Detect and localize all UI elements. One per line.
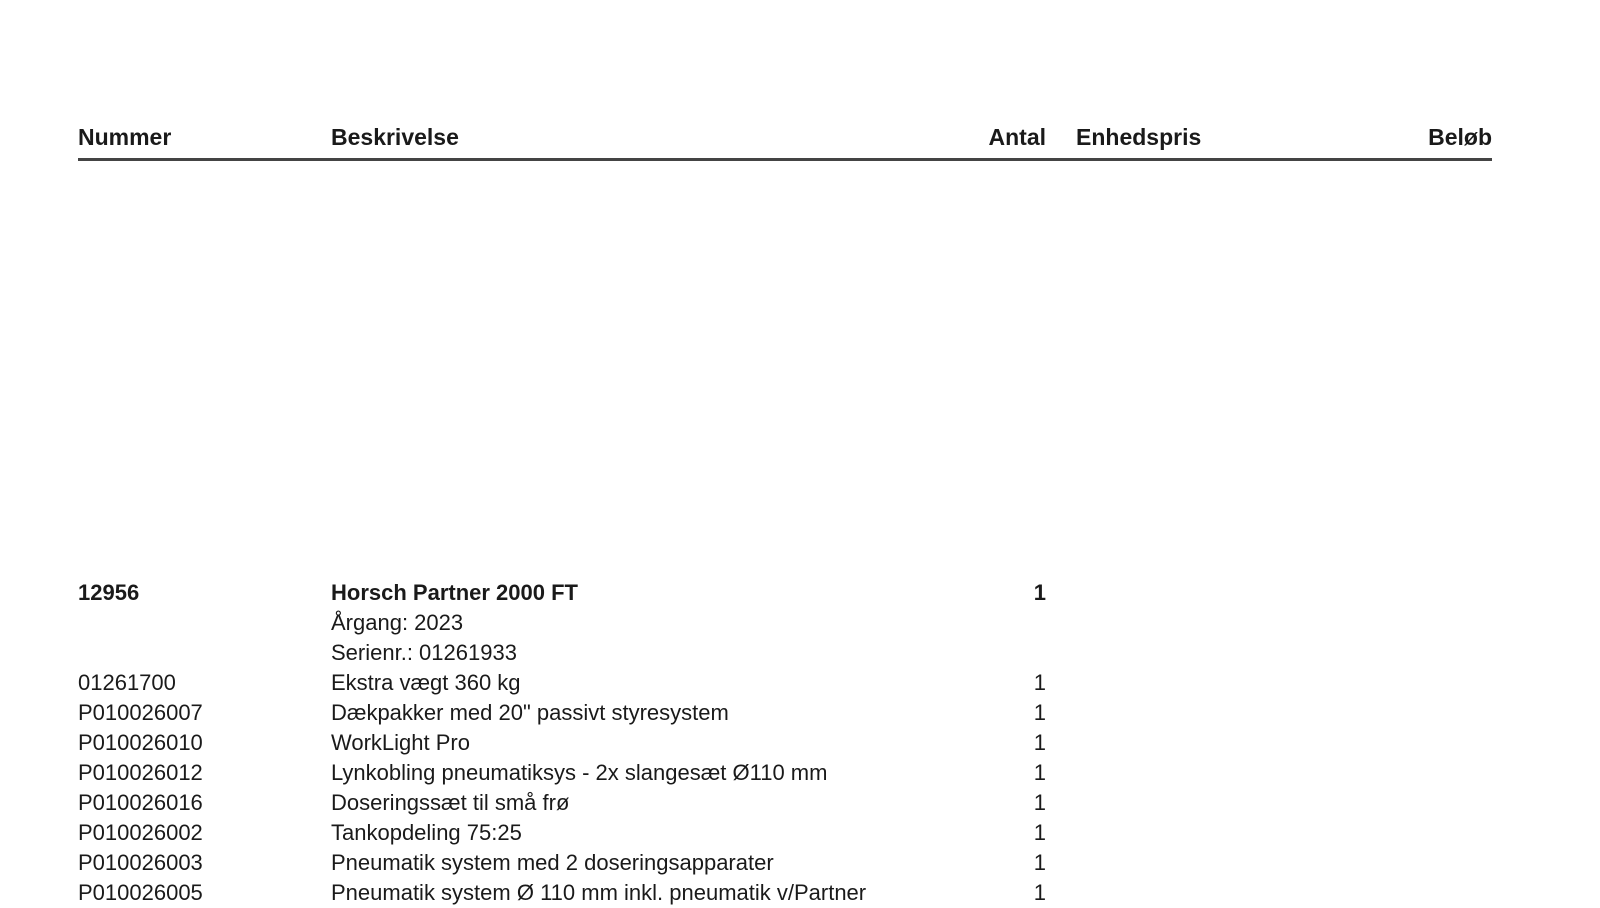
row-number: P010026005: [78, 880, 203, 905]
header-description: Beskrivelse: [331, 124, 459, 150]
table-row: [78, 668, 1492, 698]
main-item-number: 12956: [78, 580, 140, 605]
table-row: [78, 728, 1492, 758]
main-item-serial: Serienr.: 01261933: [331, 640, 517, 665]
header-divider: [78, 158, 1492, 161]
table-row-detail: [78, 638, 1492, 668]
row-description: Pneumatik system med 2 doseringsapparater: [331, 850, 774, 875]
row-number: P010026003: [78, 850, 203, 875]
row-number: 01261700: [78, 670, 176, 695]
row-quantity: 1: [1033, 700, 1046, 725]
header-amount: Beløb: [1428, 124, 1492, 150]
row-description: Tankopdeling 75:25: [331, 820, 522, 845]
table-row-main-item: [78, 578, 1492, 608]
row-description: WorkLight Pro: [331, 730, 470, 755]
table-body: [78, 578, 1492, 908]
table-row-detail: [78, 608, 1492, 638]
row-quantity: 1: [1033, 760, 1046, 785]
table-row: [78, 878, 1492, 908]
table-header: [78, 124, 1492, 158]
row-quantity: 1: [1033, 820, 1046, 845]
row-description: Dækpakker med 20" passivt styresystem: [331, 700, 729, 725]
table-row: [78, 818, 1492, 848]
row-quantity: 1: [1033, 730, 1046, 755]
header-number: Nummer: [78, 124, 172, 150]
header-quantity: Antal: [988, 124, 1046, 150]
row-description: Pneumatik system Ø 110 mm inkl. pneumatik v/Partner: [331, 880, 867, 905]
row-number: P010026007: [78, 700, 203, 725]
row-quantity: 1: [1033, 880, 1046, 905]
row-description: Lynkobling pneumatiksys - 2x slangesæt Ø110 mm: [331, 760, 828, 785]
table-row: [78, 788, 1492, 818]
row-number: P010026016: [78, 790, 203, 815]
row-description: Ekstra vægt 360 kg: [331, 670, 521, 695]
main-item-quantity: 1: [1033, 580, 1046, 605]
row-number: P010026012: [78, 760, 203, 785]
row-quantity: 1: [1033, 670, 1046, 695]
main-item-year: Årgang: 2023: [331, 610, 464, 635]
row-quantity: 1: [1033, 850, 1046, 875]
row-number: P010026002: [78, 820, 203, 845]
header-unit-price: Enhedspris: [1076, 124, 1202, 150]
main-item-description: Horsch Partner 2000 FT: [331, 580, 578, 605]
row-number: P010026010: [78, 730, 203, 755]
table-row: [78, 758, 1492, 788]
row-description: Doseringssæt til små frø: [331, 790, 570, 815]
table-row: [78, 698, 1492, 728]
table-row: [78, 848, 1492, 878]
row-quantity: 1: [1033, 790, 1046, 815]
